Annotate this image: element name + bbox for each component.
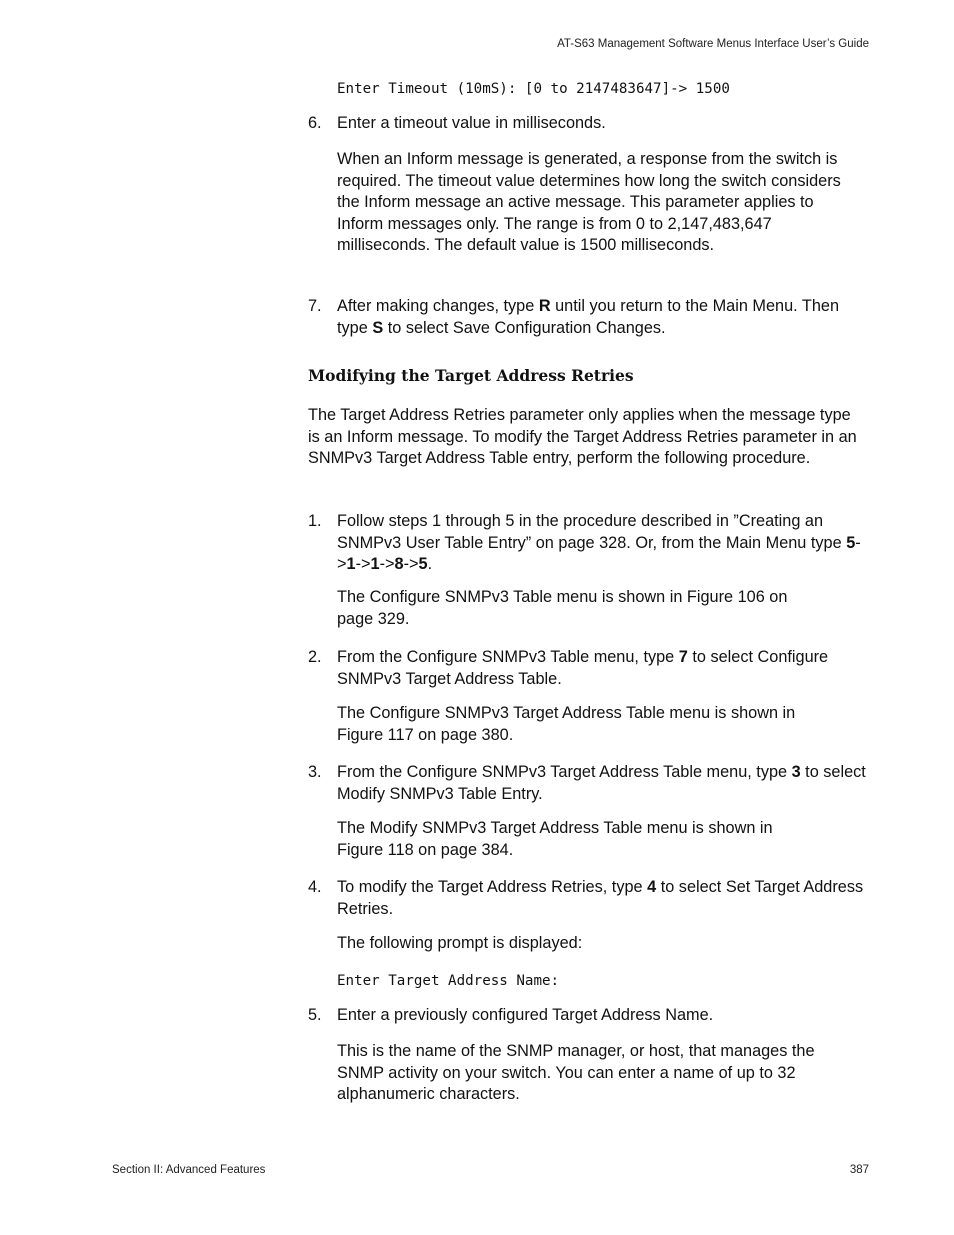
step-number-5: 5. [308,1006,322,1024]
key-r: R [538,297,551,315]
step-5-text: Enter a previously configured Target Address Name. [337,1006,714,1024]
step-number-4: 4. [308,878,322,896]
section-heading: Modifying the Target Address Retries [308,366,634,385]
step-6-detail: When an Inform message is generated, a response from the switch is required. The timeout value determines how long the switch considers the Inform message an active message. This parameter applies to Inform messages only. The range is from 0 to 2,147,483,647 milliseconds. The default value is 1500 milliseconds. [337,150,841,254]
step-2-detail: The Configure SNMPv3 Target Address Table menu is shown in Figure 117 on page 380. [337,704,796,744]
footer-section: Section II: Advanced Features [112,1164,266,1176]
step-number-6: 6. [308,114,322,132]
step-7-text: After making changes, type R until you return to the Main Menu. Then type S to select Save Configuration Changes. [337,297,839,337]
step-4-detail: The following prompt is displayed: [337,934,583,952]
step-number-2: 2. [308,648,322,666]
step-1-detail: The Configure SNMPv3 Table menu is shown in Figure 106 on page 329. [337,588,788,628]
code-prompt-target-name: Enter Target Address Name: [337,973,560,989]
step-number-7: 7. [308,297,322,315]
step-2-text: From the Configure SNMPv3 Table menu, type 7 to select Configure SNMPv3 Target Address Table. [337,648,829,688]
step-number-3: 3. [308,763,322,781]
step-6-text: Enter a timeout value in milliseconds. [337,114,606,132]
key-s: S [372,318,384,337]
footer-page-number: 387 [849,1164,869,1176]
step-3-text: From the Configure SNMPv3 Target Address Table menu, type 3 to select Modify SNMPv3 Table Entry. [337,763,866,803]
step-4-text: To modify the Target Address Retries, type 4 to select Set Target Address Retries. [337,878,864,918]
step-1-text: Follow steps 1 through 5 in the procedure described in ”Creating an SNMPv3 User Table Entry” on page 328. Or, from the Main Menu type 5->1->1->8->5. [337,512,861,573]
step-3-detail: The Modify SNMPv3 Target Address Table menu is shown in Figure 118 on page 384. [337,819,773,859]
intro-paragraph: The Target Address Retries parameter only applies when the message type is an Inform message. To modify the Target Address Retries parameter in an SNMPv3 Target Address Table entry, perform the following procedure. [308,406,857,467]
page-header: AT-S63 Management Software Menus Interface User’s Guide [557,38,869,50]
step-5-detail: This is the name of the SNMP manager, or host, that manages the SNMP activity on your switch. You can enter a name of up to 32 alphanumeric characters. [337,1042,815,1103]
code-prompt-timeout: Enter Timeout (10mS): [0 to 2147483647]-> 1500 [337,81,730,97]
step-number-1: 1. [308,512,322,530]
